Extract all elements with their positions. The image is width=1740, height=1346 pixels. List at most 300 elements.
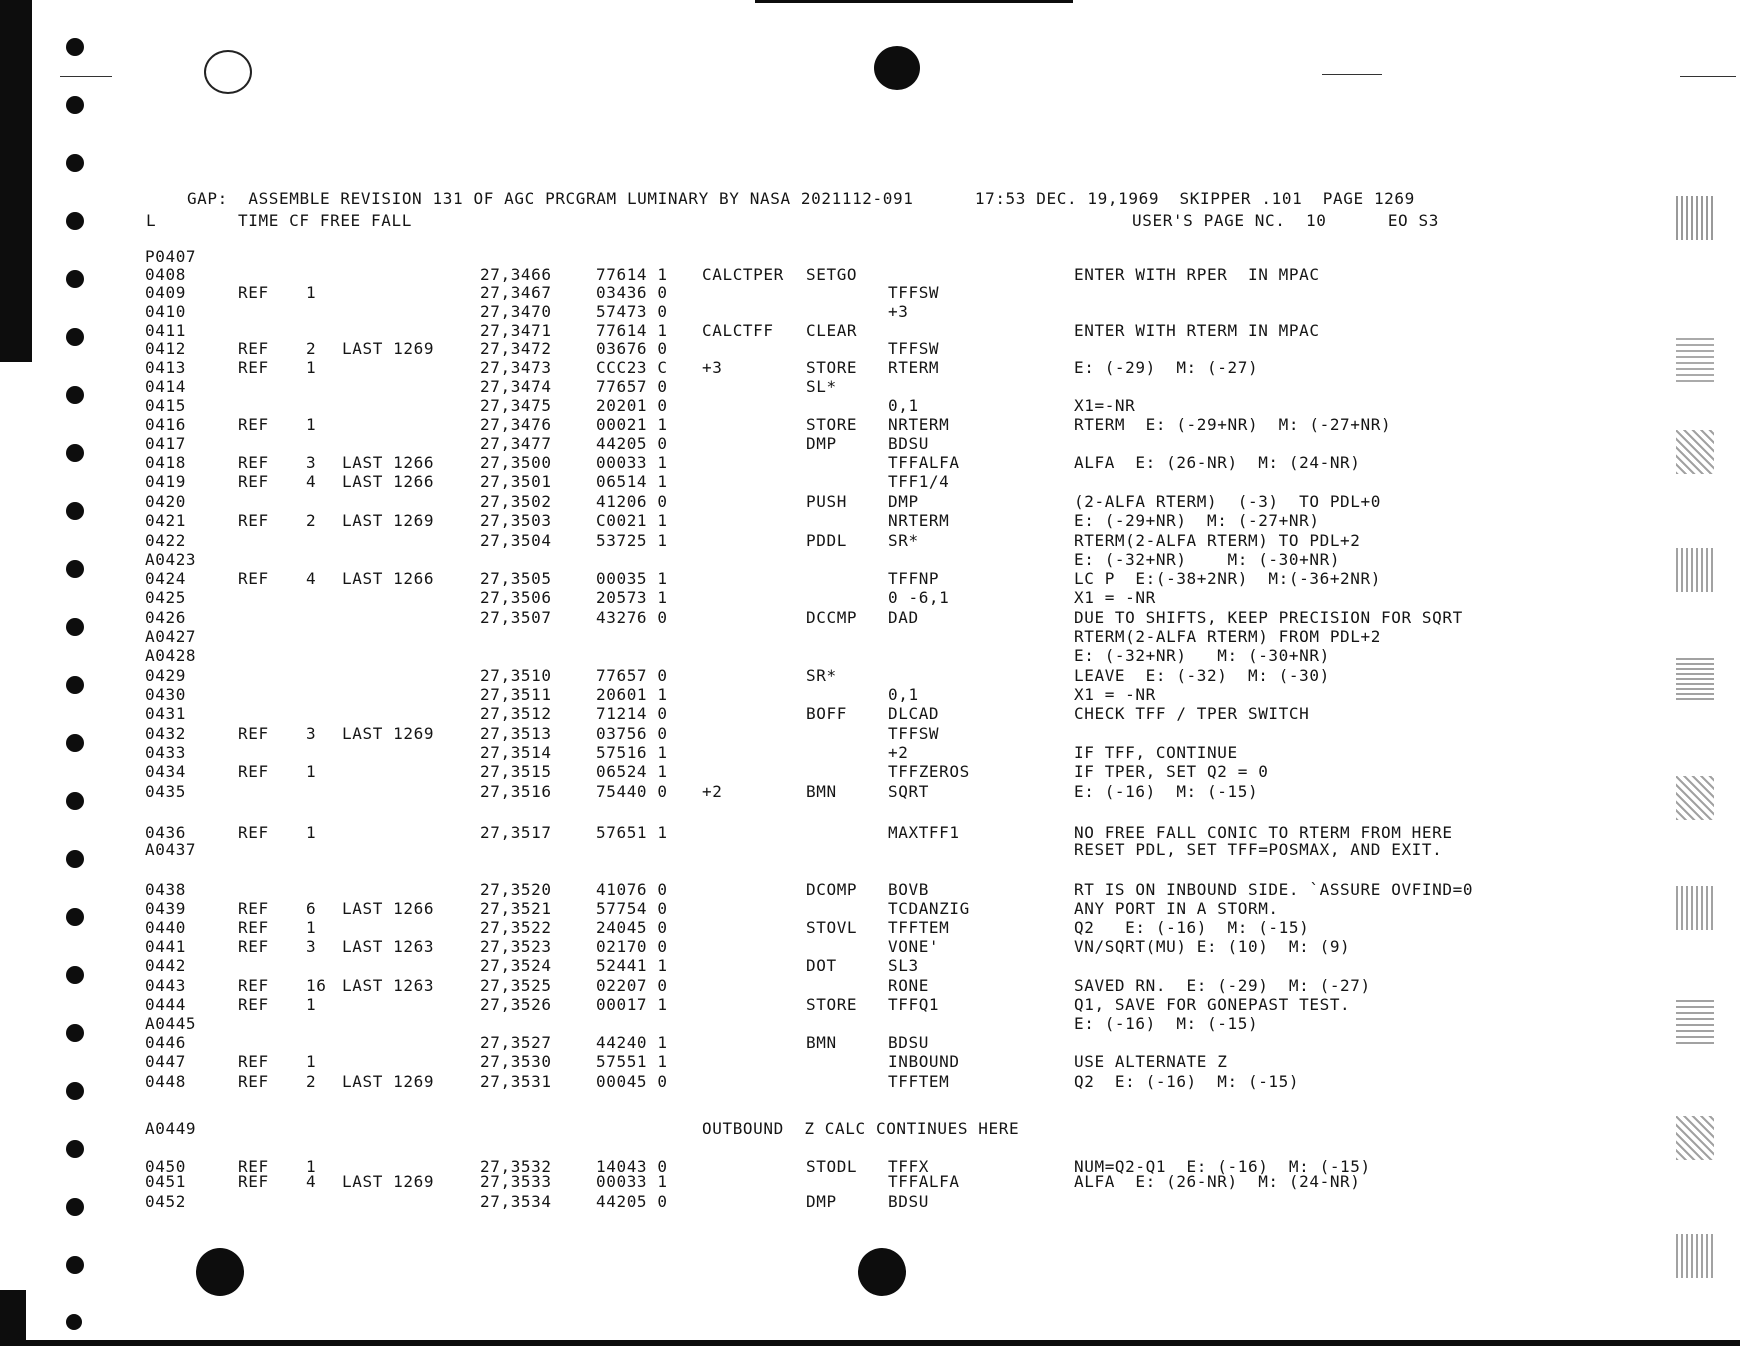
scan-dash [1680, 76, 1736, 77]
octal-word: 03756 0 [596, 724, 668, 743]
line-number: 0431 [145, 704, 186, 723]
opcode: CLEAR [806, 321, 858, 340]
address: 27,3475 [480, 396, 552, 415]
line-number: 0419 [145, 472, 186, 491]
address: 27,3524 [480, 956, 552, 975]
operand: 0 -6,1 [888, 588, 950, 607]
margin-dot [66, 1140, 84, 1158]
line-number: 0424 [145, 569, 186, 588]
address: 27,3516 [480, 782, 552, 801]
line-number: 0451 [145, 1172, 186, 1191]
ref-label: REF [238, 762, 269, 781]
last-page-ref: LAST 1269 [342, 511, 435, 530]
comment: LEAVE E: (-32) M: (-30) [1074, 666, 1330, 685]
last-page-ref: LAST 1269 [342, 339, 435, 358]
line-number: 0426 [145, 608, 186, 627]
label: OUTBOUND Z CALC CONTINUES HERE [702, 1119, 1020, 1138]
address: 27,3533 [480, 1172, 552, 1191]
scan-dash [1322, 74, 1382, 75]
operand: TFFSW [888, 339, 940, 358]
ref-label: REF [238, 995, 269, 1014]
top-rule [755, 0, 1073, 3]
octal-word: 53725 1 [596, 531, 668, 550]
line-number: 0434 [145, 762, 186, 781]
margin-dot [66, 1314, 82, 1330]
line-number: 0450 [145, 1157, 186, 1176]
comment: NO FREE FALL CONIC TO RTERM FROM HERE [1074, 823, 1453, 842]
ref-label: REF [238, 569, 269, 588]
right-margin-smudge [1676, 196, 1714, 240]
operand: DAD [888, 608, 919, 627]
opcode: STORE [806, 995, 858, 1014]
comment: RESET PDL, SET TFF=POSMAX, AND EXIT. [1074, 840, 1443, 859]
line-number: 0432 [145, 724, 186, 743]
punch-hole-dark-bottom-mid [858, 1248, 906, 1296]
address: 27,3476 [480, 415, 552, 434]
line-number: 0430 [145, 685, 186, 704]
line-number: 0433 [145, 743, 186, 762]
line-number: 0413 [145, 358, 186, 377]
right-margin-smudge [1676, 886, 1714, 930]
operand: RONE [888, 976, 929, 995]
octal-word: 57754 0 [596, 899, 668, 918]
operand: SR* [888, 531, 919, 550]
label: +3 [702, 358, 723, 377]
octal-word: 06514 1 [596, 472, 668, 491]
right-margin-smudge [1676, 548, 1714, 592]
margin-dot [66, 966, 84, 984]
operand: TFFTEM [888, 1072, 950, 1091]
octal-word: CCC23 C [596, 358, 668, 377]
ref-count: 2 [306, 511, 317, 530]
octal-word: 43276 0 [596, 608, 668, 627]
octal-word: 00033 1 [596, 453, 668, 472]
octal-word: 77614 1 [596, 321, 668, 340]
opcode: SR* [806, 666, 837, 685]
octal-word: 00033 1 [596, 1172, 668, 1191]
address: 27,3466 [480, 265, 552, 284]
address: 27,3501 [480, 472, 552, 491]
subheader-marker: L [146, 211, 157, 230]
ref-label: REF [238, 899, 269, 918]
comment: NUM=Q2-Q1 E: (-16) M: (-15) [1074, 1157, 1371, 1176]
punch-hole-dark-bottom-left [196, 1248, 244, 1296]
octal-word: 20601 1 [596, 685, 668, 704]
octal-word: 06524 1 [596, 762, 668, 781]
comment: ANY PORT IN A STORM. [1074, 899, 1279, 918]
ref-count: 6 [306, 899, 317, 918]
comment: ENTER WITH RTERM IN MPAC [1074, 321, 1320, 340]
operand: TFF1/4 [888, 472, 950, 491]
ref-count: 3 [306, 937, 317, 956]
margin-dot [66, 154, 84, 172]
address: 27,3526 [480, 995, 552, 1014]
address: 27,3500 [480, 453, 552, 472]
operand: BOVB [888, 880, 929, 899]
ref-label: REF [238, 283, 269, 302]
right-margin-smudge [1676, 1116, 1714, 1160]
comment: CHECK TFF / TPER SWITCH [1074, 704, 1310, 723]
comment: RTERM(2-ALFA RTERM) TO PDL+2 [1074, 531, 1361, 550]
comment: Q2 E: (-16) M: (-15) [1074, 1072, 1300, 1091]
line-number: 0429 [145, 666, 186, 685]
ref-label: REF [238, 511, 269, 530]
comment: IF TFF, CONTINUE [1074, 743, 1238, 762]
ref-count: 1 [306, 283, 317, 302]
operand: TFFX [888, 1157, 929, 1176]
octal-word: 00045 0 [596, 1072, 668, 1091]
comment: ALFA E: (26-NR) M: (24-NR) [1074, 453, 1361, 472]
line-number: 0442 [145, 956, 186, 975]
ref-label: REF [238, 472, 269, 491]
octal-word: C0021 1 [596, 511, 668, 530]
comment: SAVED RN. E: (-29) M: (-27) [1074, 976, 1371, 995]
line-number: A0423 [145, 550, 197, 569]
line-number: 0447 [145, 1052, 186, 1071]
comment: E: (-32+NR) M: (-30+NR) [1074, 550, 1341, 569]
right-margin-smudge [1676, 1000, 1714, 1044]
comment: X1 = -NR [1074, 685, 1156, 704]
line-number: 0435 [145, 782, 186, 801]
ref-label: REF [238, 1172, 269, 1191]
opcode: SETGO [806, 265, 858, 284]
ref-label: REF [238, 358, 269, 377]
octal-word: 24045 0 [596, 918, 668, 937]
address: 27,3506 [480, 588, 552, 607]
opcode: STODL [806, 1157, 858, 1176]
ref-count: 16 [306, 976, 327, 995]
operand: DMP [888, 492, 919, 511]
address: 27,3514 [480, 743, 552, 762]
line-number: A0437 [145, 840, 197, 859]
address: 27,3517 [480, 823, 552, 842]
subheader-line [146, 212, 1546, 302]
margin-dot [66, 96, 84, 114]
octal-word: 44205 0 [596, 434, 668, 453]
bottom-scan-edge [26, 1340, 1740, 1346]
opcode: DOT [806, 956, 837, 975]
opcode: SL* [806, 377, 837, 396]
margin-dot [66, 850, 84, 868]
ref-count: 4 [306, 569, 317, 588]
line-number: 0443 [145, 976, 186, 995]
octal-word: 57651 1 [596, 823, 668, 842]
address: 27,3534 [480, 1192, 552, 1211]
margin-dot [66, 1024, 84, 1042]
operand: +3 [888, 302, 909, 321]
margin-dot [66, 1082, 84, 1100]
opcode: DMP [806, 1192, 837, 1211]
address: 27,3515 [480, 762, 552, 781]
margin-dot [66, 618, 84, 636]
octal-word: 77614 1 [596, 265, 668, 284]
margin-dot [66, 212, 84, 230]
right-margin-smudge [1676, 776, 1714, 820]
octal-word: 03436 0 [596, 283, 668, 302]
line-number: 0416 [145, 415, 186, 434]
octal-word: 77657 0 [596, 377, 668, 396]
ref-label: REF [238, 339, 269, 358]
margin-dot [66, 908, 84, 926]
margin-dot [66, 270, 84, 288]
octal-word: 20201 0 [596, 396, 668, 415]
octal-word: 57516 1 [596, 743, 668, 762]
operand: RTERM [888, 358, 940, 377]
ref-count: 1 [306, 995, 317, 1014]
comment: E: (-16) M: (-15) [1074, 782, 1259, 801]
line-number: 0448 [145, 1072, 186, 1091]
margin-dot [66, 734, 84, 752]
line-number: 0410 [145, 302, 186, 321]
ref-label: REF [238, 1157, 269, 1176]
comment: Q2 E: (-16) M: (-15) [1074, 918, 1310, 937]
ref-count: 1 [306, 762, 317, 781]
last-page-ref: LAST 1266 [342, 453, 435, 472]
octal-word: 77657 0 [596, 666, 668, 685]
last-page-ref: LAST 1266 [342, 899, 435, 918]
address: 27,3511 [480, 685, 552, 704]
line-number: P0407 [145, 247, 197, 266]
ref-label: REF [238, 724, 269, 743]
left-scan-border-lower [0, 1290, 26, 1346]
operand: DLCAD [888, 704, 940, 723]
operand: VONE' [888, 937, 940, 956]
punch-hole-ring [204, 50, 252, 94]
operand: TFFQ1 [888, 995, 940, 1014]
right-margin-smudge [1676, 430, 1714, 474]
ref-label: REF [238, 918, 269, 937]
margin-dot [66, 444, 84, 462]
operand: NRTERM [888, 415, 950, 434]
address: 27,3471 [480, 321, 552, 340]
line-number: 0422 [145, 531, 186, 550]
line-number: 0417 [145, 434, 186, 453]
section-title: TIME CF FREE FALL [238, 211, 412, 230]
operand: BDSU [888, 434, 929, 453]
address: 27,3473 [480, 358, 552, 377]
address: 27,3530 [480, 1052, 552, 1071]
comment: RT IS ON INBOUND SIDE. `ASSURE OVFIND=0 [1074, 880, 1474, 899]
line-number: 0414 [145, 377, 186, 396]
right-margin-smudge [1676, 656, 1714, 700]
margin-dot [66, 328, 84, 346]
comment: E: (-29) M: (-27) [1074, 358, 1259, 377]
margin-dot [66, 1198, 84, 1216]
line-number: A0445 [145, 1014, 197, 1033]
comment: IF TPER, SET Q2 = 0 [1074, 762, 1269, 781]
address: 27,3512 [480, 704, 552, 723]
opcode: PUSH [806, 492, 847, 511]
operand: TFFTEM [888, 918, 950, 937]
line-number: 0411 [145, 321, 186, 340]
ref-count: 3 [306, 453, 317, 472]
address: 27,3520 [480, 880, 552, 899]
ref-count: 1 [306, 918, 317, 937]
operand: NRTERM [888, 511, 950, 530]
ref-count: 1 [306, 415, 317, 434]
octal-word: 41206 0 [596, 492, 668, 511]
address: 27,3521 [480, 899, 552, 918]
scan-dash [60, 76, 112, 77]
ref-count: 3 [306, 724, 317, 743]
line-number: 0440 [145, 918, 186, 937]
octal-word: 57473 0 [596, 302, 668, 321]
line-number: 0420 [145, 492, 186, 511]
line-number: 0418 [145, 453, 186, 472]
label: CALCTFF [702, 321, 774, 340]
address: 27,3522 [480, 918, 552, 937]
octal-word: 02207 0 [596, 976, 668, 995]
ref-label: REF [238, 415, 269, 434]
octal-word: 14043 0 [596, 1157, 668, 1176]
octal-word: 41076 0 [596, 880, 668, 899]
comment: ALFA E: (26-NR) M: (24-NR) [1074, 1172, 1361, 1191]
comment: DUE TO SHIFTS, KEEP PRECISION FOR SQRT [1074, 608, 1463, 627]
address: 27,3523 [480, 937, 552, 956]
comment: X1=-NR [1074, 396, 1136, 415]
margin-dot [66, 386, 84, 404]
operand: SQRT [888, 782, 929, 801]
ref-count: 1 [306, 823, 317, 842]
operand: BDSU [888, 1033, 929, 1052]
address: 27,3504 [480, 531, 552, 550]
last-page-ref: LAST 1269 [342, 1072, 435, 1091]
label: CALCTPER [702, 265, 784, 284]
margin-dot [66, 1256, 84, 1274]
octal-word: 44205 0 [596, 1192, 668, 1211]
address: 27,3513 [480, 724, 552, 743]
operand: TFFALFA [888, 453, 960, 472]
opcode: STORE [806, 358, 858, 377]
line-number: A0427 [145, 627, 197, 646]
address: 27,3525 [480, 976, 552, 995]
ref-label: REF [238, 823, 269, 842]
last-page-ref: LAST 1266 [342, 569, 435, 588]
comment: RTERM(2-ALFA RTERM) FROM PDL+2 [1074, 627, 1381, 646]
ref-count: 1 [306, 1157, 317, 1176]
ref-count: 4 [306, 472, 317, 491]
line-number: 0408 [145, 265, 186, 284]
line-number: 0412 [145, 339, 186, 358]
last-page-ref: LAST 1269 [342, 1172, 435, 1191]
ref-count: 1 [306, 1052, 317, 1071]
operand: INBOUND [888, 1052, 960, 1071]
last-page-ref: LAST 1266 [342, 472, 435, 491]
ref-count: 4 [306, 1172, 317, 1191]
opcode: BMN [806, 1033, 837, 1052]
address: 27,3503 [480, 511, 552, 530]
comment: USE ALTERNATE Z [1074, 1052, 1228, 1071]
opcode: STOVL [806, 918, 858, 937]
ref-label: REF [238, 937, 269, 956]
margin-dot [66, 38, 84, 56]
address: 27,3472 [480, 339, 552, 358]
address: 27,3507 [480, 608, 552, 627]
operand: 0,1 [888, 685, 919, 704]
address: 27,3532 [480, 1157, 552, 1176]
address: 27,3505 [480, 569, 552, 588]
operand: +2 [888, 743, 909, 762]
operand: BDSU [888, 1192, 929, 1211]
address: 27,3502 [480, 492, 552, 511]
ref-label: REF [238, 1052, 269, 1071]
line-number: 0415 [145, 396, 186, 415]
last-page-ref: LAST 1263 [342, 937, 435, 956]
operand: TCDANZIG [888, 899, 970, 918]
comment: VN/SQRT(MU) E: (10) M: (9) [1074, 937, 1351, 956]
punch-hole-dark-top [874, 46, 920, 90]
ref-label: REF [238, 1072, 269, 1091]
last-page-ref: LAST 1269 [342, 724, 435, 743]
comment: RTERM E: (-29+NR) M: (-27+NR) [1074, 415, 1392, 434]
ref-count: 2 [306, 339, 317, 358]
right-margin-smudge [1676, 338, 1714, 382]
line-number: 0441 [145, 937, 186, 956]
header-title: GAP: ASSEMBLE REVISION 131 OF AGC PRCGRAM LUMINARY BY NASA 2021112-091 17:53 DEC. 19,1969 SKIPPER .101 PAGE 1269 [186, 189, 1415, 208]
line-number: 0444 [145, 995, 186, 1014]
opcode: BOFF [806, 704, 847, 723]
ref-count: 1 [306, 358, 317, 377]
right-margin-smudge [1676, 1234, 1714, 1278]
comment: E: (-32+NR) M: (-30+NR) [1074, 646, 1330, 665]
line-number: 0446 [145, 1033, 186, 1052]
opcode: STORE [806, 415, 858, 434]
octal-word: 75440 0 [596, 782, 668, 801]
operand: SL3 [888, 956, 919, 975]
comment: E: (-29+NR) M: (-27+NR) [1074, 511, 1320, 530]
line-number: 0439 [145, 899, 186, 918]
label: +2 [702, 782, 723, 801]
octal-word: 03676 0 [596, 339, 668, 358]
operand: TFFZEROS [888, 762, 970, 781]
address: 27,3527 [480, 1033, 552, 1052]
octal-word: 52441 1 [596, 956, 668, 975]
address: 27,3467 [480, 283, 552, 302]
octal-word: 20573 1 [596, 588, 668, 607]
octal-word: 02170 0 [596, 937, 668, 956]
line-number: 0421 [145, 511, 186, 530]
line-number: 0409 [145, 283, 186, 302]
margin-dot [66, 560, 84, 578]
line-number: 0425 [145, 588, 186, 607]
margin-dot [66, 792, 84, 810]
opcode: DCCMP [806, 608, 858, 627]
operand: TFFSW [888, 283, 940, 302]
opcode: DCOMP [806, 880, 858, 899]
octal-word: 00035 1 [596, 569, 668, 588]
opcode: DMP [806, 434, 837, 453]
comment: (2-ALFA RTERM) (-3) TO PDL+0 [1074, 492, 1381, 511]
address: 27,3477 [480, 434, 552, 453]
octal-word: 00021 1 [596, 415, 668, 434]
octal-word: 00017 1 [596, 995, 668, 1014]
ref-count: 2 [306, 1072, 317, 1091]
operand: MAXTFF1 [888, 823, 960, 842]
opcode: PDDL [806, 531, 847, 550]
comment: ENTER WITH RPER IN MPAC [1074, 265, 1320, 284]
octal-word: 57551 1 [596, 1052, 668, 1071]
line-number: 0436 [145, 823, 186, 842]
opcode: BMN [806, 782, 837, 801]
comment: X1 = -NR [1074, 588, 1156, 607]
margin-dot [66, 676, 84, 694]
ref-label: REF [238, 976, 269, 995]
line-number: 0452 [145, 1192, 186, 1211]
octal-word: 44240 1 [596, 1033, 668, 1052]
address: 27,3474 [480, 377, 552, 396]
comment: E: (-16) M: (-15) [1074, 1014, 1259, 1033]
line-number: A0428 [145, 646, 197, 665]
